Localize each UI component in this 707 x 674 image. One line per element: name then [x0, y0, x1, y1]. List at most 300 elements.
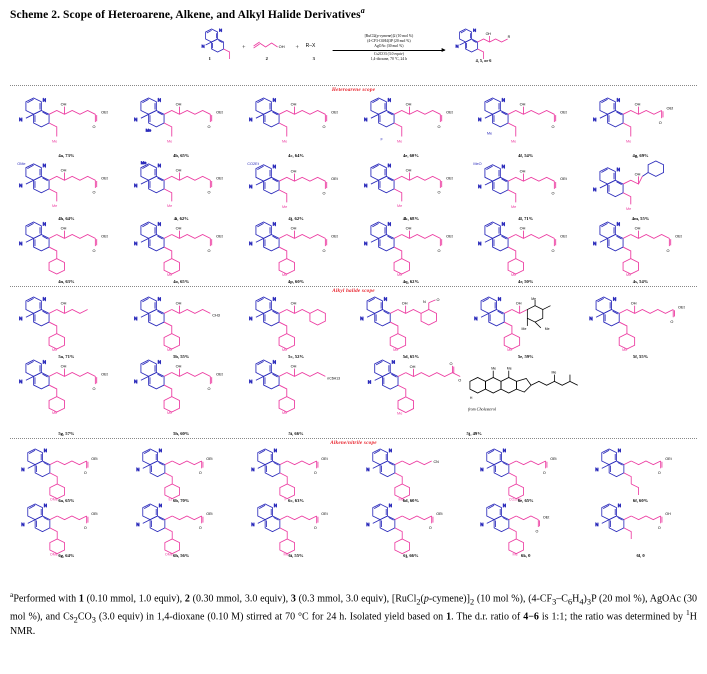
svg-text:O: O	[658, 471, 661, 476]
svg-text:N: N	[133, 117, 138, 123]
svg-text:OH: OH	[405, 102, 411, 107]
structure-cell-5g	[10, 359, 123, 436]
structure-cell-5e	[469, 296, 582, 359]
structure-6l	[585, 504, 696, 550]
conditions-below	[333, 51, 445, 62]
general-reaction-scheme	[10, 26, 697, 82]
svg-text:Me: Me	[531, 297, 537, 302]
structure-cell-4l	[469, 158, 582, 221]
svg-text:Me: Me	[51, 348, 58, 353]
svg-text:N: N	[248, 117, 253, 123]
svg-text:OEt: OEt	[435, 512, 443, 517]
svg-text:OH: OH	[60, 168, 67, 173]
section-label-alkene-nitrile: Alkene/nitrile scope	[330, 440, 377, 447]
svg-text:N: N	[365, 522, 369, 528]
substrate-1-number: 1	[208, 56, 211, 62]
svg-text:N: N	[42, 296, 46, 302]
svg-text:OEt: OEt	[91, 512, 98, 517]
svg-text:N: N	[43, 448, 47, 454]
structure-cell-6e	[469, 448, 582, 503]
svg-text:OEt: OEt	[215, 372, 223, 377]
svg-text:Me: Me	[166, 139, 173, 144]
svg-text:N: N	[387, 221, 391, 227]
structure-label-4a: 4a, 73%	[58, 153, 75, 159]
heteroarene-row-1	[10, 95, 697, 158]
svg-text:N: N	[248, 184, 253, 190]
scheme-title-text: Scheme 2. Scope of Heteroarene, Alkene, and Alkyl Halide Derivatives	[10, 8, 361, 21]
footnote-t8: (10 mol %), (4-CF	[474, 593, 553, 605]
footnote-t5: (	[420, 593, 424, 605]
structure-label-4p: 4p, 60%	[287, 279, 305, 285]
svg-text:OEt: OEt	[330, 234, 338, 239]
structure-4b	[126, 96, 237, 150]
svg-text:O: O	[322, 125, 326, 130]
svg-text:N: N	[157, 221, 161, 227]
structure-label-5f: 5f, 55%	[632, 354, 649, 360]
svg-text:OH: OH	[409, 363, 415, 369]
svg-text:N: N	[502, 221, 506, 227]
svg-text:O: O	[92, 190, 96, 195]
footnote-b4: 1	[446, 611, 452, 623]
svg-text:N: N	[618, 503, 622, 509]
svg-text:Me: Me	[166, 204, 173, 209]
structure-label-4n: 4n, 63%	[58, 279, 75, 285]
structure-cell-6f	[584, 448, 697, 503]
svg-text:O: O	[313, 526, 317, 531]
structure-label-6d: 6d, 60%	[402, 498, 420, 504]
footnote-t10: H	[572, 593, 580, 605]
structure-5f	[585, 297, 696, 351]
structure-cell-4p	[240, 221, 353, 284]
structure-5i	[241, 360, 352, 414]
svg-text:O: O	[551, 125, 555, 130]
structure-label-5b: 5b, 55%	[173, 354, 190, 360]
svg-text:N: N	[616, 97, 621, 103]
structure-cell-5f	[584, 296, 697, 359]
svg-text:Et: Et	[168, 497, 172, 502]
svg-text:Me: Me	[51, 204, 58, 209]
scheme-title	[10, 6, 697, 22]
alkyl-halide-row-2	[10, 359, 697, 436]
svg-text:OH: OH	[634, 226, 641, 231]
svg-text:O: O	[92, 387, 96, 392]
svg-text:O: O	[207, 125, 211, 130]
substrate-3-group	[304, 26, 328, 69]
svg-text:N: N	[273, 503, 277, 509]
footnote-t9: –C	[556, 593, 568, 605]
svg-text:N: N	[383, 296, 387, 302]
svg-text:N: N	[593, 241, 597, 247]
svg-text:OH: OH	[60, 364, 67, 369]
svg-text:OEt: OEt	[445, 110, 453, 115]
substrate-3-structure	[304, 26, 328, 68]
structure-cell-4c	[240, 95, 353, 158]
structure-label-5i: 5i, 66%	[288, 431, 304, 437]
svg-text:OH: OH	[630, 301, 637, 306]
svg-text:N: N	[218, 27, 222, 33]
svg-text:Me: Me	[392, 348, 398, 353]
structure-cell-4g	[584, 95, 697, 158]
svg-text:N: N	[388, 503, 392, 509]
structure-cell-4b	[125, 95, 238, 158]
svg-text:CO2Et: CO2Et	[246, 161, 259, 166]
structure-label-6b: 6b, 70%	[173, 498, 190, 504]
structure-cell-6k	[469, 503, 582, 558]
svg-text:N: N	[19, 316, 23, 322]
svg-text:OMe: OMe	[17, 161, 26, 166]
structure-cell-4o	[125, 221, 238, 284]
product-structure	[450, 26, 516, 68]
svg-text:N: N	[272, 221, 276, 227]
svg-text:H: H	[469, 396, 472, 401]
structure-label-4s: 4s, 54%	[632, 279, 649, 285]
svg-text:Me: Me	[281, 348, 287, 353]
svg-text:N: N	[21, 522, 25, 528]
footnote-t13: CO	[77, 611, 92, 623]
svg-text:O: O	[322, 191, 326, 196]
svg-text:OH: OH	[290, 102, 297, 107]
scheme-body	[10, 26, 697, 586]
structure-5c	[241, 297, 352, 351]
structure-label-6e: 6e, 65%	[517, 498, 534, 504]
structure-label-4b: 4b, 65%	[173, 153, 190, 159]
footnote-t15: . The d.r. ratio of	[451, 611, 524, 623]
svg-text:N: N	[133, 316, 138, 322]
structure-cell-5i	[240, 359, 353, 436]
svg-text:OH: OH	[290, 301, 297, 306]
alkene-nitrile-row-1	[10, 448, 697, 503]
svg-text:OH: OH	[175, 226, 182, 231]
structure-label-4m: 4m, 55%	[631, 216, 650, 222]
svg-text:O: O	[198, 526, 202, 531]
svg-text:N: N	[272, 97, 276, 103]
reaction-arrow	[333, 50, 445, 51]
structure-cell-6a	[10, 448, 123, 503]
svg-text:Me: Me	[487, 131, 493, 136]
structure-cell-6d	[355, 448, 468, 503]
svg-text:OH: OH	[401, 301, 408, 306]
footnote-t16: is 1:1; the ratio was determined by	[538, 611, 687, 623]
svg-text:OMe: OMe	[164, 552, 173, 557]
structure-label-6i: 6i, 55%	[288, 553, 304, 559]
svg-text:N: N	[201, 43, 204, 49]
svg-text:CN: CN	[432, 460, 439, 465]
structure-cell-6b	[125, 448, 238, 503]
svg-text:O: O	[322, 249, 326, 254]
scheme-footnote: $^a$Performed with 1 (0.10 mmol, 1.0 equiv), 2 (0.30 mmol, 3.0 equiv), 3 (0.3 mmol, 3.0 equiv), $[RuCl_2(p-cymene)]_2$ (10 mol %), $(4-CF_3-C_6H_4)_3P$ (20 mol %), AgOAc (30 mol %), and $Cs_2CO_3$ (3.0 equiv) in 1,4-dioxane (0.10 M) stirred at 70 °C for 24 h. Isolated yield based on 1. The d.r. ratio of 4−6 is 1:1; the ratio was determined by $^1$H NMR.	[10, 590, 697, 638]
svg-text:CO2Me: CO2Me	[509, 497, 522, 502]
svg-text:N: N	[502, 164, 506, 170]
svg-text:O: O	[535, 529, 539, 534]
structure-label-5j: 5j, 49%	[466, 431, 482, 437]
structure-4a	[11, 96, 122, 150]
svg-text:Me: Me	[545, 326, 550, 331]
structure-label-6g: 6g, 64%	[58, 553, 75, 559]
svg-text:N: N	[19, 379, 23, 385]
structure-label-4l: 4l, 71%	[518, 216, 534, 222]
svg-text:Me: Me	[166, 411, 173, 416]
svg-text:N: N	[387, 97, 391, 103]
alkyl-halide-row-1	[10, 296, 697, 359]
svg-text:OEt: OEt	[215, 234, 223, 239]
substrate-3-number: 3	[312, 56, 316, 62]
svg-text:Me: Me	[281, 411, 287, 416]
svg-text:O: O	[83, 471, 87, 476]
svg-text:O: O	[83, 526, 87, 531]
footnote-t11: )	[583, 593, 587, 605]
svg-text:Me: Me	[521, 326, 527, 331]
svg-text:N: N	[480, 467, 484, 473]
structure-cell-5d	[355, 296, 468, 359]
structure-label-6a: 6a, 65%	[58, 498, 75, 504]
structure-cell-4k	[355, 158, 468, 221]
structure-cell-6c	[240, 448, 353, 503]
svg-text:N: N	[248, 316, 253, 322]
svg-text:OH: OH	[60, 301, 67, 306]
substrate-1-structure	[191, 26, 237, 68]
structure-4c	[241, 96, 352, 150]
footnote-t2: (0.10 mmol, 1.0 equiv),	[83, 593, 185, 605]
svg-text:Me: Me	[398, 497, 404, 502]
structure-label-5e: 5e, 59%	[517, 354, 534, 360]
svg-text:N: N	[363, 241, 367, 247]
structure-4o	[126, 222, 237, 276]
svg-text:O: O	[666, 249, 670, 254]
svg-text:N: N	[593, 187, 597, 193]
structure-5d	[356, 297, 467, 351]
svg-text:O: O	[658, 121, 662, 126]
structure-cell-5h	[125, 359, 238, 436]
svg-text:N: N	[42, 359, 46, 365]
svg-text:Me: Me	[166, 273, 173, 278]
condition-solvent-temp: 1,4-dioxane, 70 °C, 24 h	[370, 56, 407, 61]
svg-text:OH: OH	[175, 364, 182, 369]
structure-cell-5c	[240, 296, 353, 359]
svg-text:N: N	[387, 163, 391, 169]
svg-text:O: O	[436, 190, 440, 195]
svg-text:Me: Me	[51, 411, 58, 416]
structure-label-5a: 5a, 71%	[58, 354, 75, 360]
svg-text:N: N	[21, 467, 25, 473]
svg-text:O: O	[551, 191, 555, 196]
structure-label-5c: 5c, 52%	[288, 354, 304, 360]
svg-text:Me: Me	[140, 161, 147, 166]
svg-text:OEt: OEt	[543, 515, 550, 520]
svg-text:N: N	[133, 379, 138, 385]
plus-sign-1: +	[242, 44, 246, 51]
structure-label-4q: 4q, 62%	[402, 279, 420, 285]
svg-text:O: O	[457, 377, 461, 383]
product-group	[450, 26, 516, 69]
svg-text:N: N	[272, 296, 276, 302]
structure-cell-5a	[10, 296, 123, 359]
svg-text:N: N	[248, 379, 253, 385]
svg-text:OEt: OEt	[678, 305, 685, 310]
svg-text:N: N	[158, 448, 162, 454]
svg-text:N: N	[474, 316, 478, 322]
svg-text:N: N	[480, 522, 484, 528]
plus-sign-2: +	[295, 44, 299, 51]
footnote-t6: p	[423, 593, 429, 605]
structure-label-4r: 4r, 50%	[518, 279, 534, 285]
svg-text:OEt: OEt	[91, 457, 98, 462]
structure-label-6k: 6k, 0	[521, 553, 531, 559]
svg-text:N: N	[473, 27, 477, 33]
structure-cell-6i	[240, 503, 353, 558]
substrate-2-number: 2	[265, 56, 268, 62]
svg-text:N: N	[613, 296, 617, 302]
svg-text:OH: OH	[175, 102, 182, 107]
svg-text:Me: Me	[626, 273, 632, 278]
svg-text:Me: Me	[511, 205, 517, 210]
structure-6j	[356, 504, 467, 550]
footnote-b2: 2	[184, 593, 190, 605]
svg-text:N: N	[595, 467, 599, 473]
heteroarene-row-3	[10, 221, 697, 284]
svg-text:OEt: OEt	[560, 177, 568, 182]
svg-text:OH: OH	[519, 169, 526, 174]
svg-text:N: N	[363, 183, 367, 189]
structure-cell-4s	[584, 221, 697, 284]
svg-text:OEt: OEt	[215, 110, 223, 115]
condition-additive: AgOAc (30 mol %)	[374, 43, 404, 48]
structure-cell-4j	[240, 158, 353, 221]
svg-text:N: N	[503, 503, 507, 509]
heteroarene-row-2	[10, 158, 697, 221]
svg-text:N: N	[595, 522, 599, 528]
svg-text:OH: OH	[60, 226, 67, 231]
svg-text:N: N	[157, 296, 161, 302]
svg-text:OH: OH	[634, 172, 641, 177]
svg-text:Me: Me	[281, 205, 287, 210]
svg-text:O: O	[436, 125, 440, 130]
footnote-b5: 4−6	[523, 611, 539, 623]
svg-text:Me: Me	[145, 128, 151, 133]
structure-5b	[126, 297, 237, 351]
svg-text:O: O	[313, 471, 317, 476]
svg-text:N: N	[478, 184, 482, 190]
structure-label-4c: 4c, 64%	[288, 153, 304, 159]
svg-text:OH: OH	[290, 364, 297, 369]
svg-text:OEt: OEt	[101, 234, 108, 239]
svg-text:OEt: OEt	[320, 512, 328, 517]
svg-text:OEt: OEt	[560, 234, 568, 239]
svg-text:F: F	[284, 497, 287, 502]
svg-text:Me: Me	[396, 204, 402, 209]
structure-cell-4f	[469, 95, 582, 158]
svg-text:OEt: OEt	[101, 110, 108, 115]
structure-4h	[11, 159, 122, 213]
structure-cell-5b	[125, 296, 238, 359]
condition-base: Cs2CO3 (3.0 equiv)	[373, 51, 404, 56]
structure-label-4i: 4i, 62%	[173, 216, 189, 222]
svg-text:N: N	[478, 117, 482, 123]
svg-text:O: O	[207, 190, 211, 195]
svg-text:O: O	[449, 361, 453, 367]
substrate-2-structure	[251, 26, 291, 68]
structure-label-6l: 6l, 0	[636, 553, 645, 559]
svg-text:O: O	[435, 298, 439, 303]
svg-text:N: N	[616, 167, 621, 173]
footnote-t12: P (20 mol %), AgOAc (30 mol %), and Cs	[10, 593, 697, 623]
substrate-3-formula: R–X	[305, 43, 316, 50]
structure-label-4h: 4h, 64%	[58, 216, 75, 222]
svg-text:N: N	[272, 164, 276, 170]
svg-text:Me: Me	[622, 348, 628, 353]
structure-label-6f: 6f, 60%	[632, 498, 649, 504]
structure-4s	[585, 222, 696, 276]
svg-text:Me: Me	[626, 139, 632, 144]
svg-text:N: N	[391, 359, 395, 365]
svg-text:OMe: OMe	[49, 497, 58, 502]
svg-text:N: N	[498, 296, 502, 302]
structure-cell-4a	[10, 95, 123, 158]
svg-text:N: N	[136, 467, 140, 473]
svg-text:O: O	[207, 387, 211, 392]
svg-text:R: R	[507, 35, 511, 40]
svg-text:nC6H13: nC6H13	[326, 376, 340, 381]
svg-text:OEt: OEt	[330, 177, 338, 182]
structure-4p	[241, 222, 352, 276]
svg-text:OH: OH	[634, 102, 641, 107]
svg-text:CH3: CH3	[212, 313, 220, 318]
structure-4m	[585, 159, 696, 213]
structure-cell-4i	[125, 158, 238, 221]
footnote-b1: 1	[78, 593, 84, 605]
svg-text:OEt: OEt	[206, 512, 213, 517]
structure-cell-5j	[355, 359, 698, 436]
svg-text:O: O	[436, 249, 440, 254]
structure-cell-4n	[10, 221, 123, 284]
structure-cell-4h	[10, 158, 123, 221]
svg-text:OEt: OEt	[101, 372, 108, 377]
svg-text:Me: Me	[281, 273, 287, 278]
svg-text:OEt: OEt	[206, 457, 213, 462]
svg-text:N: N	[42, 221, 46, 227]
structure-cell-4m	[584, 158, 697, 221]
svg-text:O: O	[551, 249, 555, 254]
svg-text:OH: OH	[60, 102, 67, 107]
structure-6f	[585, 449, 696, 495]
svg-text:Me: Me	[283, 552, 289, 557]
svg-text:N: N	[478, 241, 482, 247]
structure-5j	[356, 360, 697, 428]
structure-4r	[470, 222, 581, 276]
footnote-t4: (0.3 mmol, 3.0 equiv), [RuCl	[295, 593, 417, 605]
structure-cell-6l	[584, 503, 697, 558]
structure-label-5d: 5d, 65%	[402, 354, 420, 360]
structure-cell-6h	[125, 503, 238, 558]
svg-text:OH: OH	[519, 226, 526, 231]
svg-text:N: N	[503, 448, 507, 454]
svg-text:OEt: OEt	[320, 457, 328, 462]
svg-text:Me: Me	[506, 366, 512, 371]
svg-text:N: N	[157, 163, 161, 169]
structure-4n	[11, 222, 122, 276]
svg-text:OH: OH	[175, 168, 182, 173]
footnote-marker: a	[10, 590, 14, 600]
svg-text:OH: OH	[278, 44, 285, 50]
svg-text:OH: OH	[516, 301, 522, 306]
svg-text:OEt: OEt	[560, 110, 568, 115]
structure-label-5g: 5g, 57%	[58, 431, 75, 437]
svg-text:OH: OH	[290, 169, 297, 174]
svg-text:N: N	[42, 97, 46, 103]
svg-text:N: N	[250, 522, 255, 528]
footnote-t14: (3.0 equiv) in 1,4-dioxane (0.10 M) stirred at 70 °C for 24 h. Isolated yield based on	[95, 611, 447, 623]
structure-cell-6g	[10, 503, 123, 558]
structure-cell-4q	[355, 221, 468, 284]
